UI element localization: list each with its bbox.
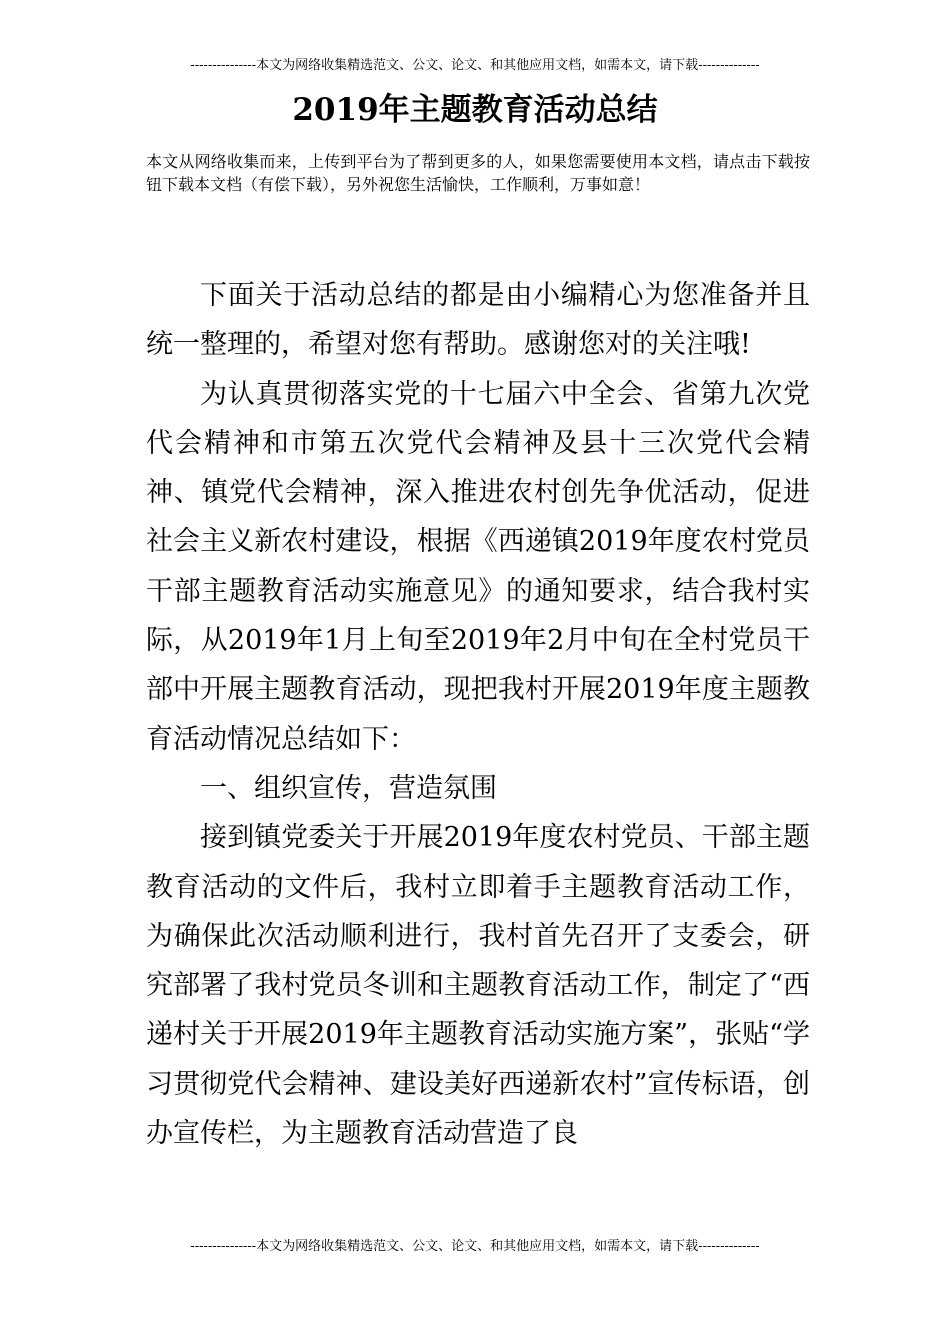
footer-banner: ---------------本文为网络收集精选范文、公文、论文、和其他应用文档，如需本文，请下载-------------- <box>190 1239 760 1254</box>
header-banner: ---------------本文为网络收集精选范文、公文、论文、和其他应用文档，如需本文，请下载-------------- <box>190 58 760 73</box>
document-title: 2019年主题教育活动总结 <box>292 92 658 128</box>
paragraph-section-1: 接到镇党委关于开展2019年度农村党员、干部主题教育活动的文件后，我村立即着手主题教育活动工作，为确保此次活动顺利进行，我村首先召开了支委会，研究部署了我村党员冬训和主题教育活动工作，制定了“西递村关于开展2019年主题教育活动实施方案”，张贴“学习贯彻党代会精神、建设美好西递新农村”宣传标语，创办宣传栏，为主题教育活动营造了良 <box>146 822 810 1150</box>
download-notice: 本文从网络收集而来，上传到平台为了帮到更多的人，如果您需要使用本文档，请点击下载按钮下载本文档（有偿下载），另外祝您生活愉快，工作顺利，万事如意！ <box>146 152 810 194</box>
paragraph-background: 为认真贯彻落实党的十七届六中全会、省第九次党代会精神和市第五次党代会精神及县十三次党代会精神、镇党代会精神，深入推进农村创先争优活动，促进社会主义新农村建设，根据《西递镇2019年度农村党员干部主题教育活动实施意见》的通知要求，结合我村实际，从2019年1月上旬至2019年2月中旬在全村党员干部中开展主题教育活动，现把我村开展2019年度主题教育活动情况总结如下： <box>146 378 810 755</box>
section-heading-1: 一、组织宣传，营造氛围 <box>200 772 497 804</box>
paragraph-intro: 下面关于活动总结的都是由小编精心为您准备并且统一整理的，希望对您有帮助。感谢您对的关注哦! <box>146 280 810 361</box>
document-body <box>146 271 810 1158</box>
